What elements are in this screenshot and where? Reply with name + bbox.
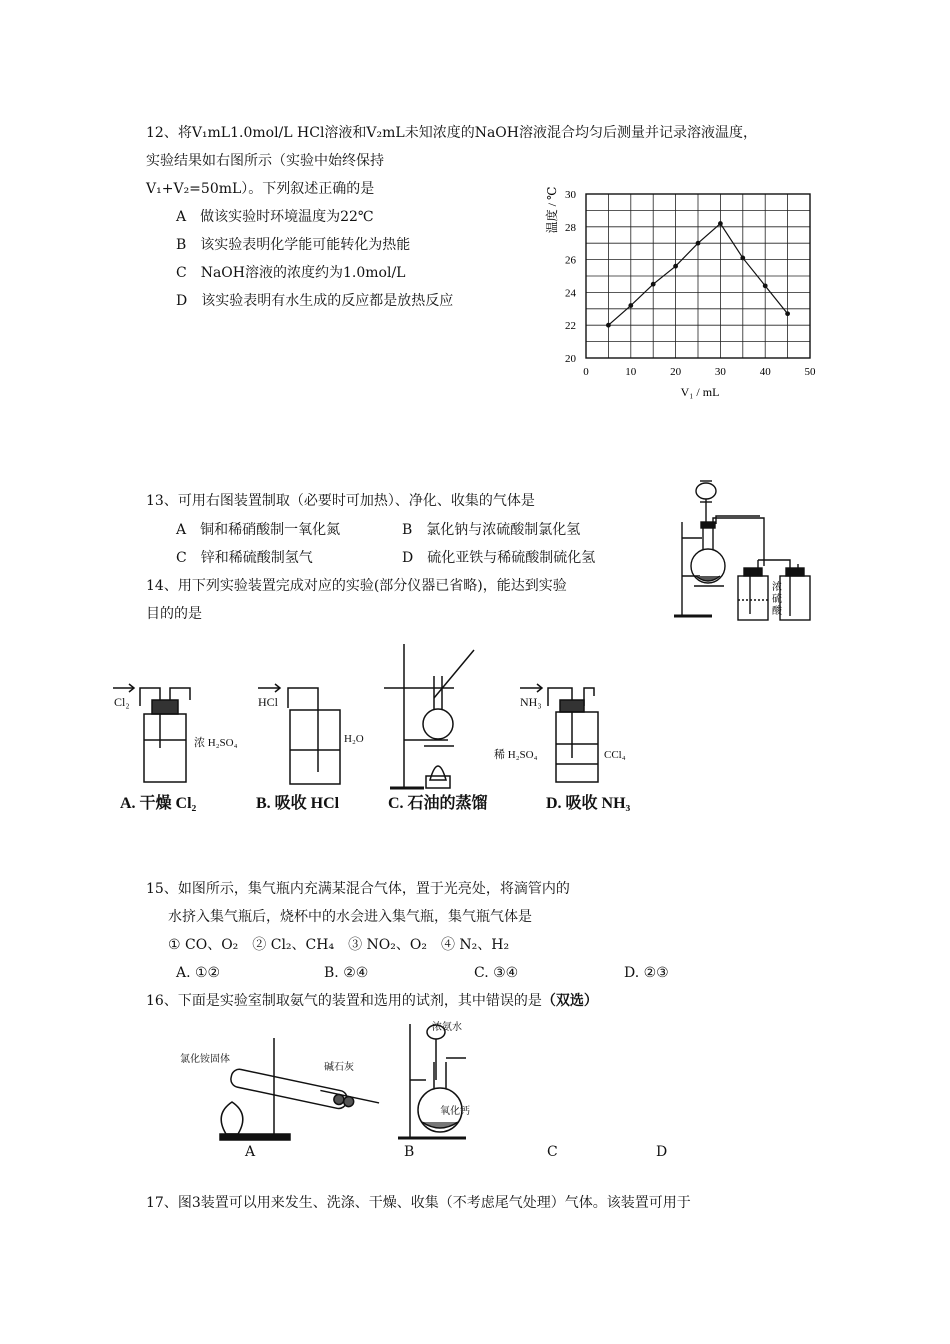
chart-x-tick-label: 30 <box>714 366 726 378</box>
chart-y-tick-label: 22 <box>565 320 576 333</box>
q15-option-d: D. ②③ <box>624 965 669 981</box>
temperature-chart <box>520 160 840 410</box>
q14-apparatus-figure <box>108 640 653 822</box>
q15-option-b: B. ②④ <box>324 965 369 981</box>
q14-d-caption: D. 吸收 NH₃ <box>546 795 631 812</box>
q14-a-reagent-label: 浓 H₂SO₄ <box>194 737 238 749</box>
chart-x-tick-label: 40 <box>759 366 771 378</box>
chart-y-tick-label: 28 <box>565 221 576 234</box>
q15-line1: 15、如图所示，集气瓶内充满某混合气体，置于光亮处，将滴管内的 <box>146 881 570 897</box>
q15-option-c: C. ③④ <box>474 965 519 981</box>
q16-letter-a: A <box>245 1144 256 1160</box>
q12-line2: 实验结果如右图所示（实验中始终保持 <box>146 153 384 169</box>
q13-bottle-label-3: 酸 <box>772 606 782 617</box>
q14-b-reagent-label: H₂O <box>344 733 364 745</box>
q15-line3: ① CO、O₂ ② Cl₂、CH₄ ③ NO₂、O₂ ④ N₂、H₂ <box>168 937 510 953</box>
q13-apparatus-figure <box>672 476 822 628</box>
chart-data-point <box>763 283 768 288</box>
q14-c-caption: C. 石油的蒸馏 <box>388 795 488 812</box>
q16-letter-d: D <box>656 1144 668 1160</box>
chart-x-tick-label: 50 <box>804 366 816 378</box>
chart-data-point <box>651 282 656 287</box>
q12-option-b: B 该实验表明化学能可能转化为热能 <box>176 237 411 253</box>
chart-data-point <box>673 264 678 269</box>
chart-x-tick-label: 10 <box>625 366 637 378</box>
chart-x-tick-label: 20 <box>670 366 682 378</box>
q13-bottle-label-2: 硫 <box>772 594 782 605</box>
q12-line3: V₁+V₂=50mL）。下列叙述正确的是 <box>146 181 375 197</box>
q16-stem <box>146 991 598 1011</box>
q17-stem: 17、图3装置可以用来发生、洗涤、干燥、收集（不考虑尾气处理）气体。该装置可用于 <box>146 1195 691 1211</box>
chart-data-point <box>718 221 723 226</box>
chart-data-point <box>696 241 701 246</box>
q16-a-label-right: 碱石灰 <box>324 1062 354 1073</box>
q13-option-c: C 锌和稀硫酸制氢气 <box>176 550 313 566</box>
q13-bottle-label-1: 浓 <box>772 582 782 593</box>
q14-a-caption: A. 干燥 Cl₂ <box>120 795 197 812</box>
q14-d-reagent-left-label: 稀 H₂SO₄ <box>494 749 538 761</box>
q14-line2: 目的的是 <box>146 606 202 622</box>
chart-y-tick-label: 20 <box>565 353 576 365</box>
chart-data-point <box>606 323 611 328</box>
q13-option-d: D 硫化亚铁与稀硫酸制硫化氢 <box>402 550 596 566</box>
q12-option-a: A 做该实验时环境温度为22℃ <box>176 209 374 225</box>
q14-d-reagent-right-label: CCl₄ <box>604 749 626 761</box>
q16-letter-b: B <box>404 1144 415 1160</box>
q16-a-label-left: 氯化铵固体 <box>180 1054 230 1065</box>
chart-ticks <box>565 189 816 378</box>
q12-line1: 12、将V₁mL1.0mol/L HCl溶液和V₂mL未知浓度的NaOH溶液混合均匀后测量并记录溶液温度， <box>146 125 757 141</box>
q16-b-label-bottom: 氧化钙 <box>440 1106 470 1117</box>
q15-option-a: A. ①② <box>176 965 221 981</box>
q16-stem-text: 16、下面是实验室制取氨气的装置和选用的试剂，其中错误的是 <box>146 993 542 1009</box>
q14-b-caption: B. 吸收 HCl <box>256 795 340 812</box>
chart-grid <box>586 194 810 358</box>
q13-stem: 13、可用右图装置制取（必要时可加热）、净化、收集的气体是 <box>146 493 535 509</box>
q12-option-d: D 该实验表明有水生成的反应都是放热反应 <box>176 293 454 309</box>
chart-x-tick-label: 0 <box>583 366 589 378</box>
chart-data-point <box>785 311 790 316</box>
q13-option-b: B 氯化钠与浓硫酸制氯化氢 <box>402 522 581 538</box>
q14-d-gas-label: NH₃ <box>520 695 542 709</box>
chart-data-point <box>740 256 745 261</box>
q14-b-gas-label: HCl <box>258 695 279 709</box>
q14-a-gas-label: Cl₂ <box>114 695 130 709</box>
q13-option-a: A 铜和稀硝酸制一氧化氮 <box>176 522 341 538</box>
chart-y-axis-label: 温度 / ℃ <box>545 186 559 234</box>
chart-x-axis-label: V₁ / mL <box>680 385 720 399</box>
q14-line1: 14、用下列实验装置完成对应的实验(部分仪器已省略)，能达到实验 <box>146 578 567 594</box>
chart-y-tick-label: 26 <box>565 254 576 267</box>
q12-option-c: C NaOH溶液的浓度约为1.0mol/L <box>176 265 406 281</box>
q16-apparatus-figure <box>170 1018 470 1146</box>
q16-b-label-top: 浓氨水 <box>432 1022 462 1033</box>
chart-data-point <box>628 303 633 308</box>
chart-y-tick-label: 30 <box>565 189 576 201</box>
q16-stem-bold: （双选） <box>541 993 598 1009</box>
q16-letter-c: C <box>547 1144 558 1160</box>
chart-y-tick-label: 24 <box>565 287 576 300</box>
q15-line2: 水挤入集气瓶后，烧杯中的水会进入集气瓶，集气瓶气体是 <box>168 909 532 925</box>
